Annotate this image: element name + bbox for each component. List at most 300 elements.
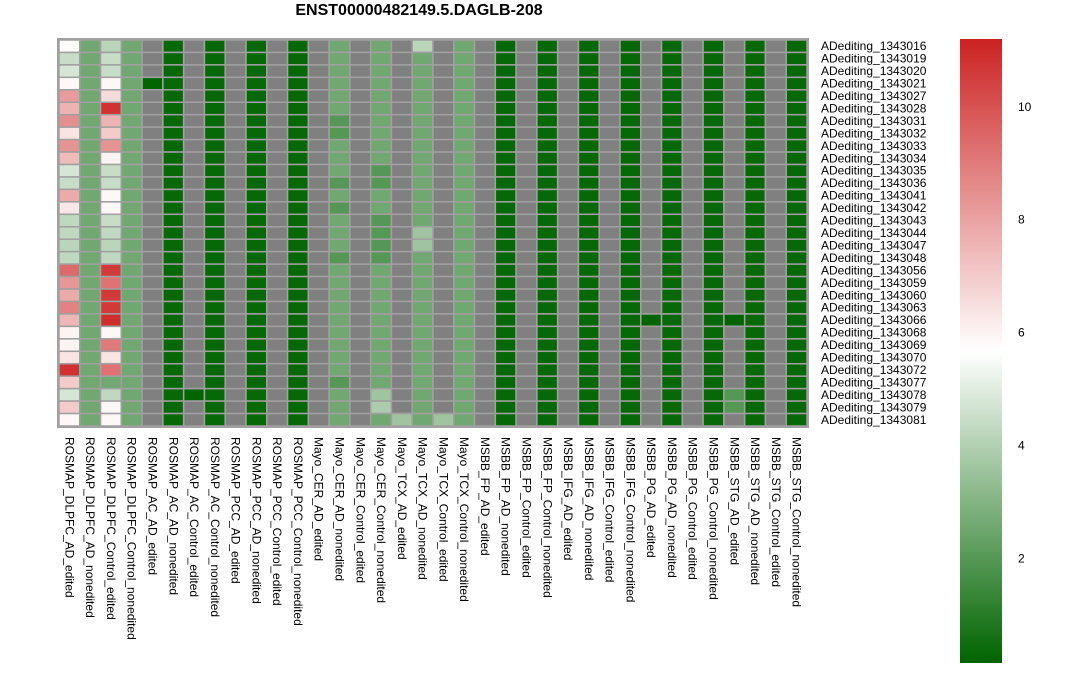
heatmap-cell bbox=[184, 239, 205, 251]
heatmap-cell bbox=[288, 314, 309, 326]
heatmap-cell bbox=[350, 177, 371, 189]
heatmap-cell bbox=[724, 401, 745, 413]
heatmap-cell bbox=[703, 77, 724, 89]
heatmap-cell bbox=[267, 90, 288, 102]
heatmap-cell bbox=[308, 115, 329, 127]
row-labels bbox=[821, 39, 927, 427]
heatmap-cell bbox=[308, 65, 329, 77]
heatmap-cell bbox=[121, 376, 142, 388]
row-label: ADediting_1343048 bbox=[821, 250, 927, 265]
heatmap-cell bbox=[475, 152, 496, 164]
heatmap-cell bbox=[184, 152, 205, 164]
heatmap-cell bbox=[101, 202, 122, 214]
heatmap-cell bbox=[121, 314, 142, 326]
column-label: ROSMAP_AC_AD_nonedited bbox=[166, 437, 181, 596]
heatmap-cell bbox=[412, 189, 433, 201]
heatmap-cell bbox=[288, 252, 309, 264]
heatmap-cell bbox=[80, 252, 101, 264]
heatmap-cell bbox=[59, 277, 80, 289]
heatmap-cell bbox=[724, 277, 745, 289]
heatmap-cell bbox=[412, 351, 433, 363]
heatmap-cell bbox=[516, 252, 537, 264]
heatmap-cell bbox=[433, 289, 454, 301]
heatmap-cell bbox=[516, 389, 537, 401]
heatmap-cell bbox=[204, 376, 225, 388]
heatmap-cell bbox=[142, 301, 163, 313]
heatmap-cell bbox=[142, 202, 163, 214]
heatmap-cell bbox=[454, 414, 475, 426]
heatmap-cell bbox=[121, 127, 142, 139]
heatmap-cell bbox=[142, 65, 163, 77]
column-label: MSBB_STG_Control_nonedited bbox=[789, 437, 804, 608]
heatmap-cell bbox=[204, 314, 225, 326]
heatmap-cell bbox=[267, 52, 288, 64]
heatmap-cell bbox=[308, 90, 329, 102]
column-label: Mayo_TCX_Control_edited bbox=[436, 437, 451, 582]
heatmap-cell bbox=[558, 52, 579, 64]
heatmap-cell bbox=[578, 289, 599, 301]
heatmap-cell bbox=[475, 326, 496, 338]
heatmap-cell bbox=[329, 140, 350, 152]
heatmap-cell bbox=[246, 376, 267, 388]
heatmap-cell bbox=[599, 90, 620, 102]
heatmap-cell bbox=[308, 252, 329, 264]
heatmap-cell bbox=[433, 301, 454, 313]
heatmap-cell bbox=[246, 289, 267, 301]
heatmap-cell bbox=[662, 239, 683, 251]
heatmap-cell bbox=[433, 90, 454, 102]
heatmap-cell bbox=[537, 326, 558, 338]
heatmap-cell bbox=[391, 140, 412, 152]
heatmap-cell bbox=[433, 227, 454, 239]
heatmap-cell bbox=[495, 227, 516, 239]
heatmap-cell bbox=[558, 326, 579, 338]
heatmap-cell bbox=[308, 339, 329, 351]
heatmap-cell bbox=[454, 301, 475, 313]
heatmap-cell bbox=[163, 364, 184, 376]
column-label: MSBB_FP_AD_edited bbox=[477, 437, 492, 556]
heatmap-cell bbox=[641, 127, 662, 139]
heatmap-cell bbox=[391, 326, 412, 338]
heatmap-cell bbox=[495, 214, 516, 226]
heatmap-cell bbox=[620, 127, 641, 139]
heatmap-cell bbox=[558, 227, 579, 239]
heatmap-cell bbox=[578, 189, 599, 201]
heatmap-cell bbox=[142, 401, 163, 413]
heatmap-cell bbox=[350, 252, 371, 264]
heatmap-cell bbox=[578, 90, 599, 102]
heatmap-cell bbox=[204, 339, 225, 351]
heatmap-cell bbox=[745, 326, 766, 338]
heatmap-cell bbox=[350, 364, 371, 376]
heatmap-cell bbox=[516, 414, 537, 426]
heatmap-cell bbox=[163, 376, 184, 388]
heatmap-cell bbox=[475, 264, 496, 276]
heatmap-cell bbox=[786, 401, 807, 413]
heatmap-cell bbox=[391, 239, 412, 251]
heatmap-cell bbox=[163, 140, 184, 152]
heatmap-cell bbox=[267, 214, 288, 226]
heatmap-cell bbox=[329, 277, 350, 289]
heatmap-cell bbox=[142, 102, 163, 114]
heatmap-cell bbox=[765, 401, 786, 413]
heatmap-cell bbox=[599, 289, 620, 301]
heatmap-cell bbox=[745, 289, 766, 301]
heatmap-cell bbox=[662, 339, 683, 351]
heatmap-cell bbox=[724, 351, 745, 363]
heatmap-cell bbox=[225, 65, 246, 77]
heatmap-cell bbox=[495, 326, 516, 338]
heatmap-cell bbox=[558, 289, 579, 301]
heatmap-cell bbox=[641, 414, 662, 426]
heatmap-cell bbox=[765, 115, 786, 127]
heatmap-cell bbox=[288, 351, 309, 363]
heatmap-cell bbox=[454, 252, 475, 264]
heatmap-cell bbox=[59, 127, 80, 139]
heatmap-cell bbox=[121, 189, 142, 201]
heatmap-cell bbox=[80, 40, 101, 52]
heatmap-cell bbox=[412, 401, 433, 413]
heatmap-cell bbox=[724, 214, 745, 226]
heatmap-cell bbox=[578, 414, 599, 426]
heatmap-cell bbox=[724, 189, 745, 201]
heatmap-cell bbox=[703, 40, 724, 52]
heatmap-cell bbox=[142, 140, 163, 152]
heatmap-cell bbox=[184, 227, 205, 239]
heatmap-cell bbox=[371, 40, 392, 52]
heatmap-cell bbox=[308, 227, 329, 239]
heatmap-cell bbox=[703, 301, 724, 313]
heatmap-cell bbox=[412, 102, 433, 114]
heatmap-cell bbox=[142, 115, 163, 127]
heatmap-cell bbox=[765, 90, 786, 102]
row-label: ADediting_1343028 bbox=[821, 101, 927, 116]
heatmap-cell bbox=[475, 289, 496, 301]
heatmap-cell bbox=[350, 115, 371, 127]
column-label: Mayo_TCX_Control_nonedited bbox=[457, 437, 472, 602]
heatmap-cell bbox=[620, 77, 641, 89]
heatmap-cell bbox=[184, 376, 205, 388]
heatmap-cell bbox=[350, 301, 371, 313]
heatmap-cell bbox=[662, 52, 683, 64]
row-label: ADediting_1343079 bbox=[821, 400, 927, 415]
heatmap-cell bbox=[641, 40, 662, 52]
heatmap-cell bbox=[599, 77, 620, 89]
heatmap-cell bbox=[80, 277, 101, 289]
heatmap-cell bbox=[662, 40, 683, 52]
heatmap-cell bbox=[225, 326, 246, 338]
heatmap-cell bbox=[121, 252, 142, 264]
heatmap-cell bbox=[391, 264, 412, 276]
heatmap-cell bbox=[620, 177, 641, 189]
column-label: ROSMAP_DLPFC_AD_edited bbox=[62, 437, 77, 598]
heatmap-cell bbox=[267, 289, 288, 301]
heatmap-cell bbox=[662, 264, 683, 276]
heatmap-cell bbox=[121, 289, 142, 301]
heatmap-cell bbox=[516, 40, 537, 52]
heatmap-cell bbox=[682, 90, 703, 102]
heatmap-cell bbox=[80, 152, 101, 164]
heatmap-cell bbox=[246, 127, 267, 139]
heatmap-cell bbox=[620, 202, 641, 214]
heatmap-cell bbox=[204, 364, 225, 376]
heatmap-cell bbox=[662, 102, 683, 114]
heatmap-cell bbox=[495, 264, 516, 276]
heatmap-cell bbox=[641, 77, 662, 89]
heatmap-cell bbox=[578, 127, 599, 139]
heatmap-cell bbox=[288, 127, 309, 139]
heatmap-cell bbox=[329, 65, 350, 77]
heatmap-cell bbox=[350, 52, 371, 64]
heatmap-cell bbox=[724, 115, 745, 127]
heatmap-cell bbox=[475, 301, 496, 313]
heatmap-cell bbox=[267, 189, 288, 201]
heatmap-cell bbox=[59, 214, 80, 226]
heatmap-cell bbox=[163, 289, 184, 301]
heatmap-cell bbox=[682, 140, 703, 152]
heatmap-cell bbox=[662, 227, 683, 239]
heatmap-cell bbox=[475, 252, 496, 264]
heatmap-cell bbox=[765, 414, 786, 426]
heatmap-cell bbox=[516, 227, 537, 239]
heatmap-cell bbox=[475, 401, 496, 413]
heatmap-cell bbox=[142, 326, 163, 338]
heatmap-cell bbox=[329, 351, 350, 363]
heatmap-cell bbox=[288, 376, 309, 388]
heatmap-cell bbox=[350, 102, 371, 114]
heatmap-cell bbox=[267, 277, 288, 289]
heatmap-cell bbox=[620, 189, 641, 201]
heatmap-cell bbox=[599, 102, 620, 114]
heatmap-cell bbox=[59, 52, 80, 64]
heatmap-cell bbox=[745, 52, 766, 64]
heatmap-cell bbox=[516, 264, 537, 276]
heatmap-cell bbox=[121, 65, 142, 77]
heatmap-cell bbox=[80, 227, 101, 239]
heatmap-cell bbox=[59, 289, 80, 301]
heatmap-cell bbox=[267, 314, 288, 326]
heatmap-cell bbox=[578, 77, 599, 89]
heatmap-cell bbox=[101, 414, 122, 426]
heatmap-cell bbox=[101, 189, 122, 201]
heatmap-cell bbox=[142, 351, 163, 363]
heatmap-cell bbox=[578, 339, 599, 351]
heatmap-cell bbox=[516, 177, 537, 189]
heatmap-cell bbox=[454, 77, 475, 89]
heatmap-cell bbox=[495, 40, 516, 52]
heatmap-cell bbox=[121, 339, 142, 351]
heatmap-cell bbox=[724, 227, 745, 239]
heatmap-cell bbox=[246, 189, 267, 201]
heatmap-cell bbox=[246, 314, 267, 326]
heatmap-cell bbox=[142, 364, 163, 376]
heatmap-cell bbox=[329, 239, 350, 251]
heatmap-cell bbox=[662, 165, 683, 177]
heatmap-cell bbox=[59, 351, 80, 363]
heatmap-cell bbox=[267, 202, 288, 214]
heatmap-cell bbox=[475, 389, 496, 401]
heatmap-cell bbox=[308, 314, 329, 326]
column-label: MSBB_IFG_Control_edited bbox=[602, 437, 617, 583]
heatmap-cell bbox=[184, 65, 205, 77]
heatmap-cell bbox=[101, 389, 122, 401]
heatmap-cell bbox=[184, 189, 205, 201]
heatmap-cell bbox=[578, 351, 599, 363]
heatmap-cell bbox=[163, 314, 184, 326]
heatmap-cell bbox=[454, 214, 475, 226]
heatmap-cell bbox=[703, 389, 724, 401]
heatmap-cell bbox=[641, 65, 662, 77]
heatmap-cell bbox=[662, 127, 683, 139]
heatmap-cell bbox=[246, 252, 267, 264]
heatmap-cell bbox=[204, 177, 225, 189]
heatmap-cell bbox=[350, 314, 371, 326]
heatmap-cell bbox=[475, 351, 496, 363]
heatmap-cell bbox=[641, 326, 662, 338]
heatmap-cell bbox=[329, 40, 350, 52]
heatmap-cell bbox=[765, 239, 786, 251]
heatmap-cell bbox=[371, 152, 392, 164]
heatmap-cell bbox=[412, 376, 433, 388]
row-label: ADediting_1343047 bbox=[821, 238, 927, 253]
heatmap-cell bbox=[308, 239, 329, 251]
heatmap-cell bbox=[682, 77, 703, 89]
heatmap-cell bbox=[703, 65, 724, 77]
heatmap-cell bbox=[121, 177, 142, 189]
heatmap-cell bbox=[246, 414, 267, 426]
heatmap-cell bbox=[350, 140, 371, 152]
row-label: ADediting_1343021 bbox=[821, 76, 927, 91]
heatmap-cell bbox=[475, 115, 496, 127]
heatmap-cell bbox=[599, 152, 620, 164]
heatmap-cell bbox=[142, 414, 163, 426]
heatmap-cell bbox=[454, 314, 475, 326]
heatmap-cell bbox=[184, 90, 205, 102]
heatmap-cell bbox=[101, 140, 122, 152]
column-label: MSBB_PG_AD_edited bbox=[644, 437, 659, 558]
heatmap-cell bbox=[682, 389, 703, 401]
heatmap-cell bbox=[641, 239, 662, 251]
heatmap-cell bbox=[662, 140, 683, 152]
heatmap-cell bbox=[101, 177, 122, 189]
heatmap-cell bbox=[184, 289, 205, 301]
heatmap-cell bbox=[682, 301, 703, 313]
heatmap-cell bbox=[475, 376, 496, 388]
heatmap-cell bbox=[433, 314, 454, 326]
heatmap-cell bbox=[495, 65, 516, 77]
heatmap-cell bbox=[412, 301, 433, 313]
column-label: Mayo_CER_AD_edited bbox=[311, 437, 326, 562]
heatmap-cell bbox=[745, 339, 766, 351]
heatmap-cell bbox=[433, 77, 454, 89]
heatmap-cell bbox=[225, 376, 246, 388]
heatmap-cell bbox=[662, 301, 683, 313]
heatmap-cell bbox=[641, 364, 662, 376]
heatmap-cell bbox=[682, 289, 703, 301]
heatmap-cell bbox=[246, 326, 267, 338]
heatmap-cell bbox=[516, 102, 537, 114]
heatmap-cell bbox=[578, 326, 599, 338]
heatmap-cell bbox=[578, 115, 599, 127]
heatmap-cell bbox=[371, 52, 392, 64]
heatmap-cell bbox=[537, 140, 558, 152]
heatmap-cell bbox=[184, 40, 205, 52]
heatmap-cell bbox=[682, 214, 703, 226]
heatmap-cell bbox=[350, 351, 371, 363]
heatmap-cell bbox=[412, 52, 433, 64]
heatmap-cell bbox=[475, 339, 496, 351]
heatmap-cell bbox=[142, 376, 163, 388]
heatmap-cell bbox=[163, 77, 184, 89]
heatmap-cell bbox=[101, 289, 122, 301]
heatmap-cell bbox=[765, 52, 786, 64]
heatmap-cell bbox=[267, 401, 288, 413]
heatmap-cell bbox=[121, 90, 142, 102]
heatmap-cell bbox=[225, 364, 246, 376]
heatmap-cell bbox=[371, 364, 392, 376]
heatmap-cell bbox=[765, 252, 786, 264]
heatmap-cell bbox=[495, 102, 516, 114]
row-label: ADediting_1343056 bbox=[821, 263, 927, 278]
heatmap-cell bbox=[537, 90, 558, 102]
heatmap-cell bbox=[662, 65, 683, 77]
heatmap-cell bbox=[391, 314, 412, 326]
heatmap-cell bbox=[246, 264, 267, 276]
heatmap-cell bbox=[121, 115, 142, 127]
column-label: MSBB_IFG_Control_nonedited bbox=[623, 437, 638, 603]
column-label: Mayo_CER_AD_nonedited bbox=[332, 437, 347, 582]
heatmap-cell bbox=[703, 364, 724, 376]
heatmap-cell bbox=[329, 177, 350, 189]
heatmap-cell bbox=[308, 152, 329, 164]
heatmap-cell bbox=[724, 52, 745, 64]
heatmap-cell bbox=[225, 351, 246, 363]
heatmap-cell bbox=[246, 202, 267, 214]
heatmap-cell bbox=[558, 177, 579, 189]
heatmap-cell bbox=[350, 127, 371, 139]
heatmap-cell bbox=[101, 214, 122, 226]
heatmap-cell bbox=[184, 140, 205, 152]
heatmap-cell bbox=[745, 401, 766, 413]
heatmap-cell bbox=[101, 314, 122, 326]
heatmap-cell bbox=[599, 277, 620, 289]
heatmap-cell bbox=[641, 140, 662, 152]
heatmap-cell bbox=[682, 364, 703, 376]
heatmap-cell bbox=[620, 227, 641, 239]
column-label: ROSMAP_DLPFC_Control_nonedited bbox=[124, 437, 139, 640]
heatmap-cell bbox=[682, 52, 703, 64]
heatmap-cell bbox=[288, 102, 309, 114]
heatmap-cell bbox=[641, 214, 662, 226]
heatmap-cell bbox=[765, 214, 786, 226]
heatmap-cell bbox=[101, 264, 122, 276]
heatmap-cell bbox=[121, 239, 142, 251]
heatmap-cell bbox=[371, 227, 392, 239]
heatmap-cell bbox=[329, 115, 350, 127]
heatmap-cell bbox=[308, 401, 329, 413]
heatmap-cell bbox=[225, 401, 246, 413]
heatmap-cell bbox=[329, 376, 350, 388]
heatmap-cell bbox=[641, 314, 662, 326]
heatmap-cell bbox=[225, 289, 246, 301]
heatmap-cell bbox=[620, 252, 641, 264]
heatmap-cell bbox=[558, 115, 579, 127]
heatmap-cell bbox=[163, 102, 184, 114]
heatmap-cell bbox=[662, 364, 683, 376]
heatmap-cell bbox=[703, 177, 724, 189]
heatmap-cell bbox=[391, 40, 412, 52]
heatmap-cell bbox=[641, 177, 662, 189]
